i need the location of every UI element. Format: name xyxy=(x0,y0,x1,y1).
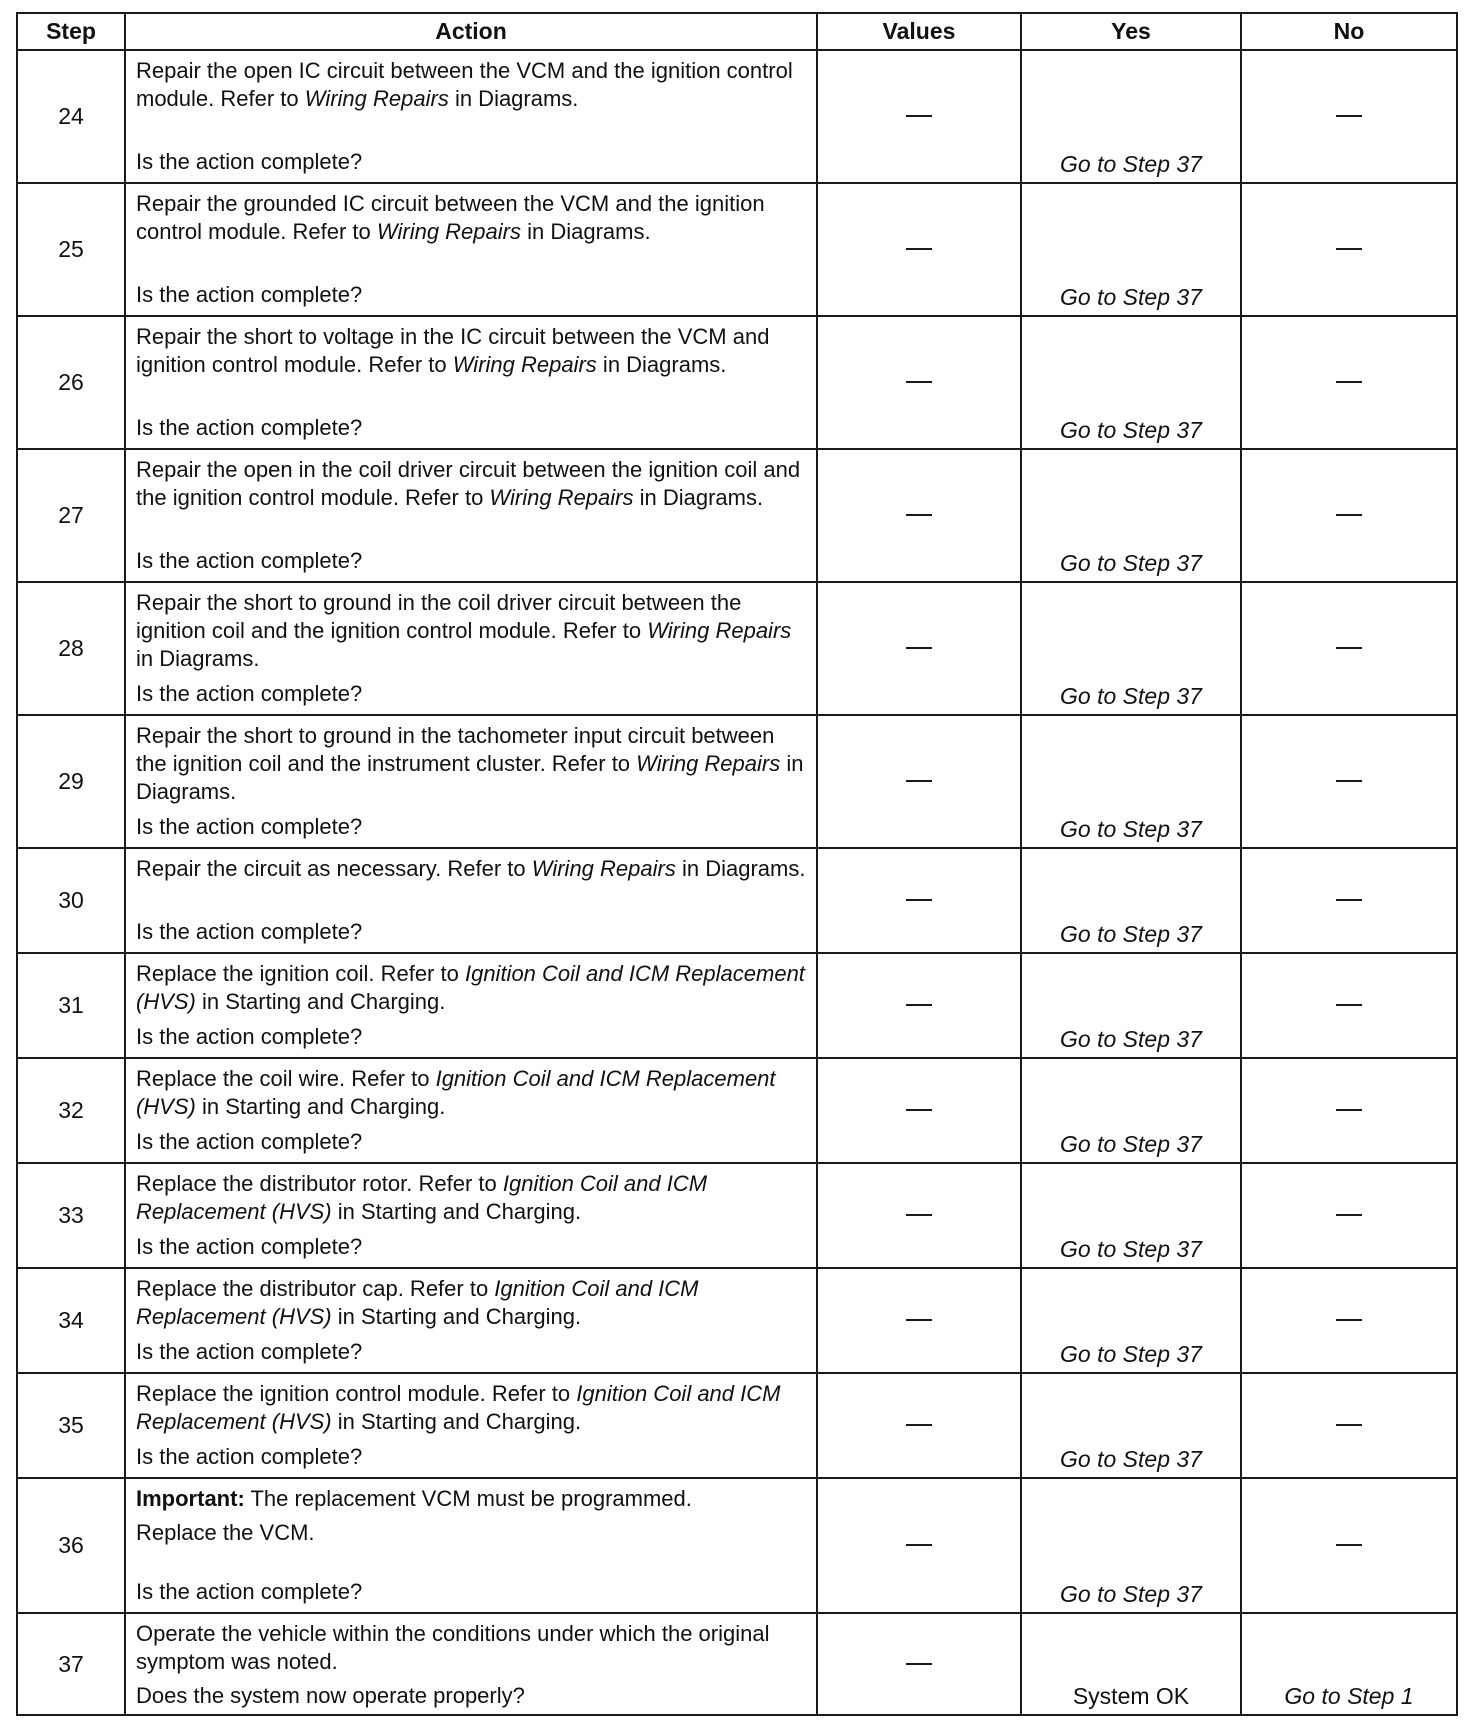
action-question: Is the action complete? xyxy=(136,1444,363,1469)
action-cell xyxy=(125,1058,817,1163)
action-cell xyxy=(125,1478,817,1613)
action-text-segment: in Diagrams. xyxy=(136,751,804,804)
action-text-segment: Replace the coil wire. Refer to xyxy=(136,1066,436,1091)
values-cell xyxy=(817,316,1021,449)
dash-mark xyxy=(906,1214,932,1216)
step-number: 26 xyxy=(17,316,125,449)
table-row xyxy=(17,50,1457,183)
reference-link-text: Wiring Repairs xyxy=(452,352,597,377)
action-text xyxy=(136,722,810,806)
header-no: No xyxy=(1241,13,1457,50)
values-cell xyxy=(817,1613,1021,1715)
action-cell xyxy=(125,1373,817,1478)
action-cell xyxy=(125,316,817,449)
dash-mark xyxy=(1336,899,1362,901)
action-text-segment: in Diagrams. xyxy=(675,856,806,881)
step-number: 25 xyxy=(17,183,125,316)
values-cell xyxy=(817,953,1021,1058)
reference-link-text: Ignition Coil and ICM Replacement (HVS) xyxy=(136,961,805,1014)
yes-result: Go to Step 37 xyxy=(1060,151,1202,177)
step-number: 28 xyxy=(17,582,125,715)
action-cell xyxy=(125,953,817,1058)
dash-mark xyxy=(1336,248,1362,250)
action-cell xyxy=(125,1613,817,1715)
action-question: Is the action complete? xyxy=(136,919,363,944)
no-cell xyxy=(1241,50,1457,183)
action-text xyxy=(136,1380,810,1436)
dash-mark xyxy=(1336,381,1362,383)
header-values: Values xyxy=(817,13,1021,50)
action-text xyxy=(136,1485,810,1551)
action-text-segment: Replace the VCM. xyxy=(136,1520,315,1545)
no-cell xyxy=(1241,316,1457,449)
no-cell xyxy=(1241,848,1457,953)
table-row xyxy=(17,1058,1457,1163)
dash-mark xyxy=(1336,514,1362,516)
no-cell xyxy=(1241,1058,1457,1163)
action-cell xyxy=(125,183,817,316)
yes-cell xyxy=(1021,1373,1241,1478)
dash-mark xyxy=(906,899,932,901)
yes-result: Go to Step 37 xyxy=(1060,1446,1202,1472)
step-number: 27 xyxy=(17,449,125,582)
header-action: Action xyxy=(125,13,817,50)
step-number: 29 xyxy=(17,715,125,848)
table-row xyxy=(17,183,1457,316)
dash-mark xyxy=(906,1319,932,1321)
action-text-segment: in Starting and Charging. xyxy=(331,1409,582,1434)
action-text-segment: Operate the vehicle within the conditions under which the original symptom was noted. xyxy=(136,1621,770,1674)
dash-mark xyxy=(1336,1004,1362,1006)
dash-mark xyxy=(906,1544,932,1546)
table-row xyxy=(17,316,1457,449)
table-row xyxy=(17,1163,1457,1268)
table-row xyxy=(17,848,1457,953)
action-text-segment: in Starting and Charging. xyxy=(331,1304,582,1329)
dash-mark xyxy=(906,1663,932,1665)
table-row xyxy=(17,1268,1457,1373)
action-question: Is the action complete? xyxy=(136,415,363,440)
yes-cell xyxy=(1021,449,1241,582)
dash-mark xyxy=(906,1424,932,1426)
action-cell xyxy=(125,50,817,183)
action-text-segment: Replace the distributor cap. Refer to xyxy=(136,1276,495,1301)
reference-link-text: Wiring Repairs xyxy=(489,485,634,510)
action-text-segment: Repair the short to ground in the tachometer input circuit between the ignition coil and the instrument cluster. Refer to xyxy=(136,723,775,776)
table-row xyxy=(17,1373,1457,1478)
action-question: Is the action complete? xyxy=(136,1579,363,1604)
action-text-segment: Repair the short to voltage in the IC circuit between the VCM and ignition control module. Refer to xyxy=(136,324,770,377)
dash-mark xyxy=(906,514,932,516)
action-question: Is the action complete? xyxy=(136,1234,363,1259)
action-text-segment: in Diagrams. xyxy=(633,485,764,510)
dash-mark xyxy=(1336,780,1362,782)
dash-mark xyxy=(1336,1319,1362,1321)
action-text-segment: in Diagrams. xyxy=(520,219,651,244)
action-text-segment: Repair the short to ground in the coil driver circuit between the ignition coil and the ignition control module. Refer to xyxy=(136,590,742,643)
yes-result: Go to Step 37 xyxy=(1060,1341,1202,1367)
yes-cell xyxy=(1021,1058,1241,1163)
action-question: Is the action complete? xyxy=(136,149,363,174)
action-question: Is the action complete? xyxy=(136,1024,363,1049)
action-text-segment: in Diagrams. xyxy=(596,352,727,377)
yes-cell xyxy=(1021,316,1241,449)
action-question: Is the action complete? xyxy=(136,282,363,307)
action-text-segment: in Diagrams. xyxy=(448,86,579,111)
no-cell xyxy=(1241,1613,1457,1715)
action-question: Is the action complete? xyxy=(136,681,363,706)
dash-mark xyxy=(906,248,932,250)
values-cell xyxy=(817,1478,1021,1613)
no-cell xyxy=(1241,953,1457,1058)
dash-mark xyxy=(1336,647,1362,649)
yes-result: System OK xyxy=(1072,1683,1190,1709)
step-number: 34 xyxy=(17,1268,125,1373)
important-label: Important: xyxy=(136,1486,245,1511)
action-text xyxy=(136,589,810,673)
no-cell xyxy=(1241,1373,1457,1478)
dash-mark xyxy=(906,381,932,383)
table-row xyxy=(17,1478,1457,1613)
no-cell xyxy=(1241,183,1457,316)
diagnostic-table xyxy=(16,12,1458,1716)
yes-result: Go to Step 37 xyxy=(1060,550,1202,576)
yes-cell xyxy=(1021,953,1241,1058)
step-number: 24 xyxy=(17,50,125,183)
yes-result: Go to Step 37 xyxy=(1060,816,1202,842)
yes-cell xyxy=(1021,1613,1241,1715)
action-text-segment: Replace the ignition control module. Refer to xyxy=(136,1381,577,1406)
step-number: 31 xyxy=(17,953,125,1058)
reference-link-text: Ignition Coil and ICM Replacement (HVS) xyxy=(136,1276,699,1329)
values-cell xyxy=(817,183,1021,316)
values-cell xyxy=(817,715,1021,848)
values-cell xyxy=(817,1373,1021,1478)
reference-link-text: Wiring Repairs xyxy=(636,751,781,776)
action-text-segment: in Starting and Charging. xyxy=(195,1094,446,1119)
reference-link-text: Wiring Repairs xyxy=(647,618,792,643)
table-row xyxy=(17,582,1457,715)
action-text xyxy=(136,855,810,883)
dash-mark xyxy=(1336,1544,1362,1546)
action-text-segment: Replace the distributor rotor. Refer to xyxy=(136,1171,503,1196)
header-yes: Yes xyxy=(1021,13,1241,50)
action-text-segment: Repair the grounded IC circuit between the VCM and the ignition control module. Refer to xyxy=(136,191,765,244)
yes-result: Go to Step 37 xyxy=(1060,1236,1202,1262)
action-text-segment: Repair the circuit as necessary. Refer to xyxy=(136,856,532,881)
table-row xyxy=(17,715,1457,848)
table-body xyxy=(17,50,1457,1715)
action-text xyxy=(136,190,810,246)
yes-cell xyxy=(1021,848,1241,953)
values-cell xyxy=(817,449,1021,582)
reference-link-text: Ignition Coil and ICM Replacement (HVS) xyxy=(136,1066,776,1119)
action-cell xyxy=(125,449,817,582)
action-question: Is the action complete? xyxy=(136,548,363,573)
no-cell xyxy=(1241,1268,1457,1373)
reference-link-text: Wiring Repairs xyxy=(376,219,521,244)
no-result: Go to Step 1 xyxy=(1284,1683,1414,1709)
no-cell xyxy=(1241,582,1457,715)
yes-result: Go to Step 37 xyxy=(1060,1581,1202,1607)
yes-cell xyxy=(1021,1478,1241,1613)
values-cell xyxy=(817,1268,1021,1373)
table-row xyxy=(17,953,1457,1058)
header-step: Step xyxy=(17,13,125,50)
dash-mark xyxy=(906,647,932,649)
dash-mark xyxy=(1336,1424,1362,1426)
action-text xyxy=(136,1065,810,1121)
step-number: 32 xyxy=(17,1058,125,1163)
dash-mark xyxy=(1336,1109,1362,1111)
action-text xyxy=(136,323,810,379)
action-question: Is the action complete? xyxy=(136,814,363,839)
action-cell xyxy=(125,1268,817,1373)
values-cell xyxy=(817,848,1021,953)
yes-result: Go to Step 37 xyxy=(1060,1026,1202,1052)
action-text xyxy=(136,1620,810,1676)
yes-cell xyxy=(1021,582,1241,715)
step-number: 33 xyxy=(17,1163,125,1268)
dash-mark xyxy=(1336,1214,1362,1216)
action-question: Is the action complete? xyxy=(136,1129,363,1154)
step-number: 36 xyxy=(17,1478,125,1613)
action-text xyxy=(136,1275,810,1331)
action-text-segment: in Starting and Charging. xyxy=(331,1199,582,1224)
yes-cell xyxy=(1021,183,1241,316)
values-cell xyxy=(817,1058,1021,1163)
action-cell xyxy=(125,582,817,715)
action-text xyxy=(136,960,810,1016)
yes-result: Go to Step 37 xyxy=(1060,921,1202,947)
dash-mark xyxy=(906,1109,932,1111)
yes-cell xyxy=(1021,1163,1241,1268)
step-number: 37 xyxy=(17,1613,125,1715)
table-row xyxy=(17,1613,1457,1715)
action-text-segment: Repair the open IC circuit between the VCM and the ignition control module. Refer to xyxy=(136,58,793,111)
reference-link-text: Wiring Repairs xyxy=(304,86,449,111)
step-number: 30 xyxy=(17,848,125,953)
reference-link-text: Ignition Coil and ICM Replacement (HVS) xyxy=(136,1381,781,1434)
dash-mark xyxy=(906,1004,932,1006)
action-text xyxy=(136,456,810,512)
action-question: Does the system now operate properly? xyxy=(136,1683,525,1708)
yes-cell xyxy=(1021,1268,1241,1373)
no-cell xyxy=(1241,449,1457,582)
action-text-segment: in Diagrams. xyxy=(136,646,260,671)
reference-link-text: Wiring Repairs xyxy=(531,856,676,881)
action-text-segment: Replace the ignition coil. Refer to xyxy=(136,961,465,986)
step-number: 35 xyxy=(17,1373,125,1478)
action-text-segment: in Starting and Charging. xyxy=(195,989,446,1014)
action-text xyxy=(136,1170,810,1226)
values-cell xyxy=(817,1163,1021,1268)
yes-cell xyxy=(1021,50,1241,183)
action-cell xyxy=(125,715,817,848)
yes-result: Go to Step 37 xyxy=(1060,1131,1202,1157)
header-row xyxy=(17,13,1457,50)
action-cell xyxy=(125,1163,817,1268)
no-cell xyxy=(1241,1163,1457,1268)
action-text-segment: Repair the open in the coil driver circuit between the ignition coil and the ignition control module. Refer to xyxy=(136,457,801,510)
reference-link-text: Ignition Coil and ICM Replacement (HVS) xyxy=(136,1171,708,1224)
no-cell xyxy=(1241,1478,1457,1613)
dash-mark xyxy=(906,115,932,117)
values-cell xyxy=(817,582,1021,715)
action-text-segment: The replacement VCM must be programmed. xyxy=(244,1486,692,1511)
table-row xyxy=(17,449,1457,582)
dash-mark xyxy=(906,780,932,782)
yes-result: Go to Step 37 xyxy=(1060,683,1202,709)
action-cell xyxy=(125,848,817,953)
action-question: Is the action complete? xyxy=(136,1339,363,1364)
action-text xyxy=(136,57,810,113)
yes-result: Go to Step 37 xyxy=(1060,284,1202,310)
yes-cell xyxy=(1021,715,1241,848)
yes-result: Go to Step 37 xyxy=(1060,417,1202,443)
dash-mark xyxy=(1336,115,1362,117)
values-cell xyxy=(817,50,1021,183)
no-cell xyxy=(1241,715,1457,848)
